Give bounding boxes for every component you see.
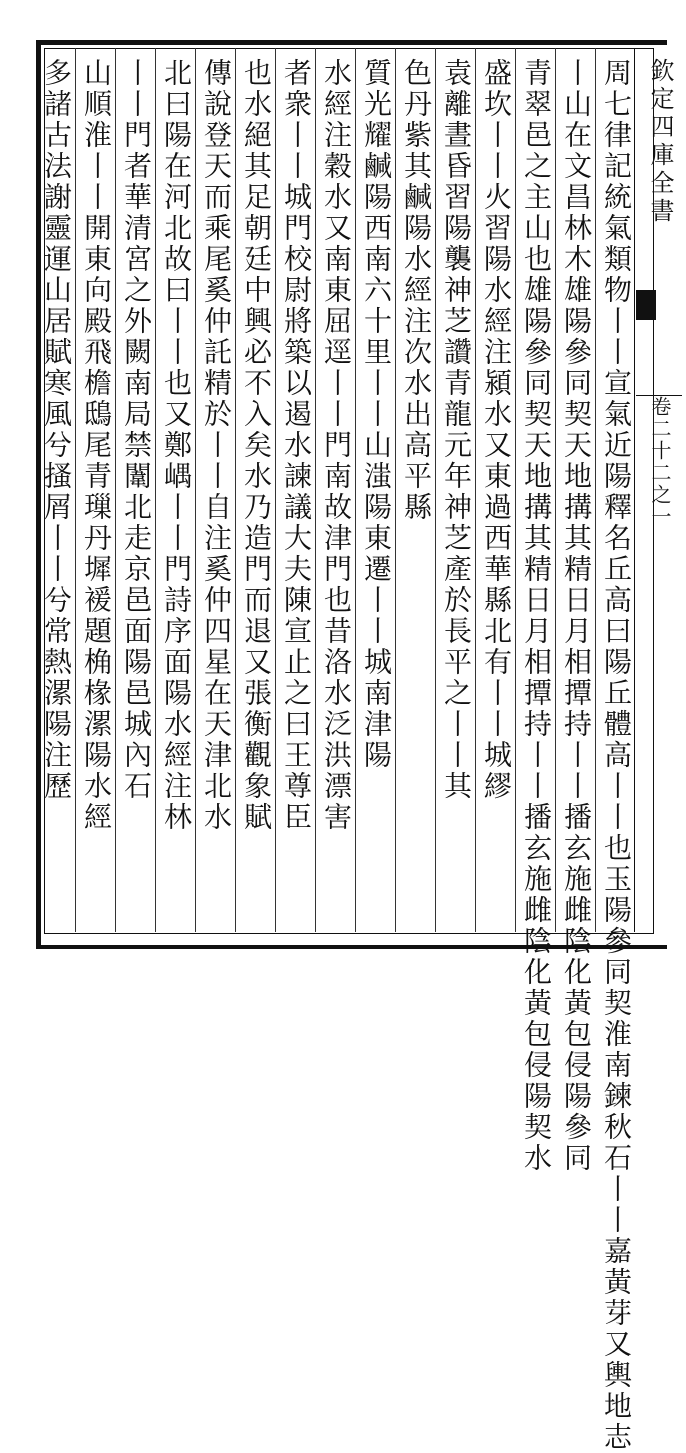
text-column: 也水絕其足朝廷中興必不入矣水乃造門而退又張衡觀象賦 [240,58,273,833]
text-column: 多諸古法謝靈運山居賦寒風兮搔屑丨丨兮常熱漯陽注歷 [40,58,73,802]
text-column: 盛坎丨丨火習陽水經注潁水又東過西華縣北有丨丨城繆 [480,58,513,802]
text-column: 丨山在文昌林木雄陽參同契天地搆其精日月相撢持丨丨播玄施雌陰化黃包侵陽參同 [560,58,593,1174]
fishtail-mark [636,290,656,320]
text-column: 者衆丨丨城門校尉將築以遏水諫議大夫陳宣止之曰王尊臣 [280,58,313,833]
text-column: 青翠邑之主山也雄陽參同契天地搆其精日月相撢持丨丨播玄施雌陰化黃包侵陽契水 [520,58,553,1174]
text-column: 質光耀鹹陽西南六十里丨丨山滍陽東遷丨丨城南津陽 [360,58,393,771]
text-column: 色丹紫其鹹陽水經注次水出高平縣 [400,58,433,523]
text-column: 袁離晝昏習陽襲神芝讚青龍元年神芝產於長平之丨丨其 [440,58,473,802]
text-column: 山順淮丨丨開東向殿飛檐鴟尾青璅丹墀褑題桷椽漯陽水經 [80,58,113,833]
book-title: 欽定四庫全書 [646,58,674,226]
text-column: 丨丨門者華清宮之外闕南局禁闈北走京邑面陽邑城內石 [120,58,153,802]
text-column: 傳說登天而乘尾奚仲託精於丨丨自注奚仲四星在天津北水 [200,58,233,833]
text-column: 周七律記統氣類物丨丨宣氣近陽釋名丘高曰陽丘體高丨丨也玉陽參同契淮南鍊秋石丨丨嘉黃芽又輿地志 [600,58,633,1453]
text-column: 水經注穀水又南東屈逕丨丨門南故津門也昔洛水泛洪漂害 [320,58,353,833]
text-column: 北曰陽在河北故曰丨丨也又鄭嵎丨丨門詩序面陽水經注林 [160,58,193,833]
volume-label: 卷二十二之一 [648,396,672,528]
